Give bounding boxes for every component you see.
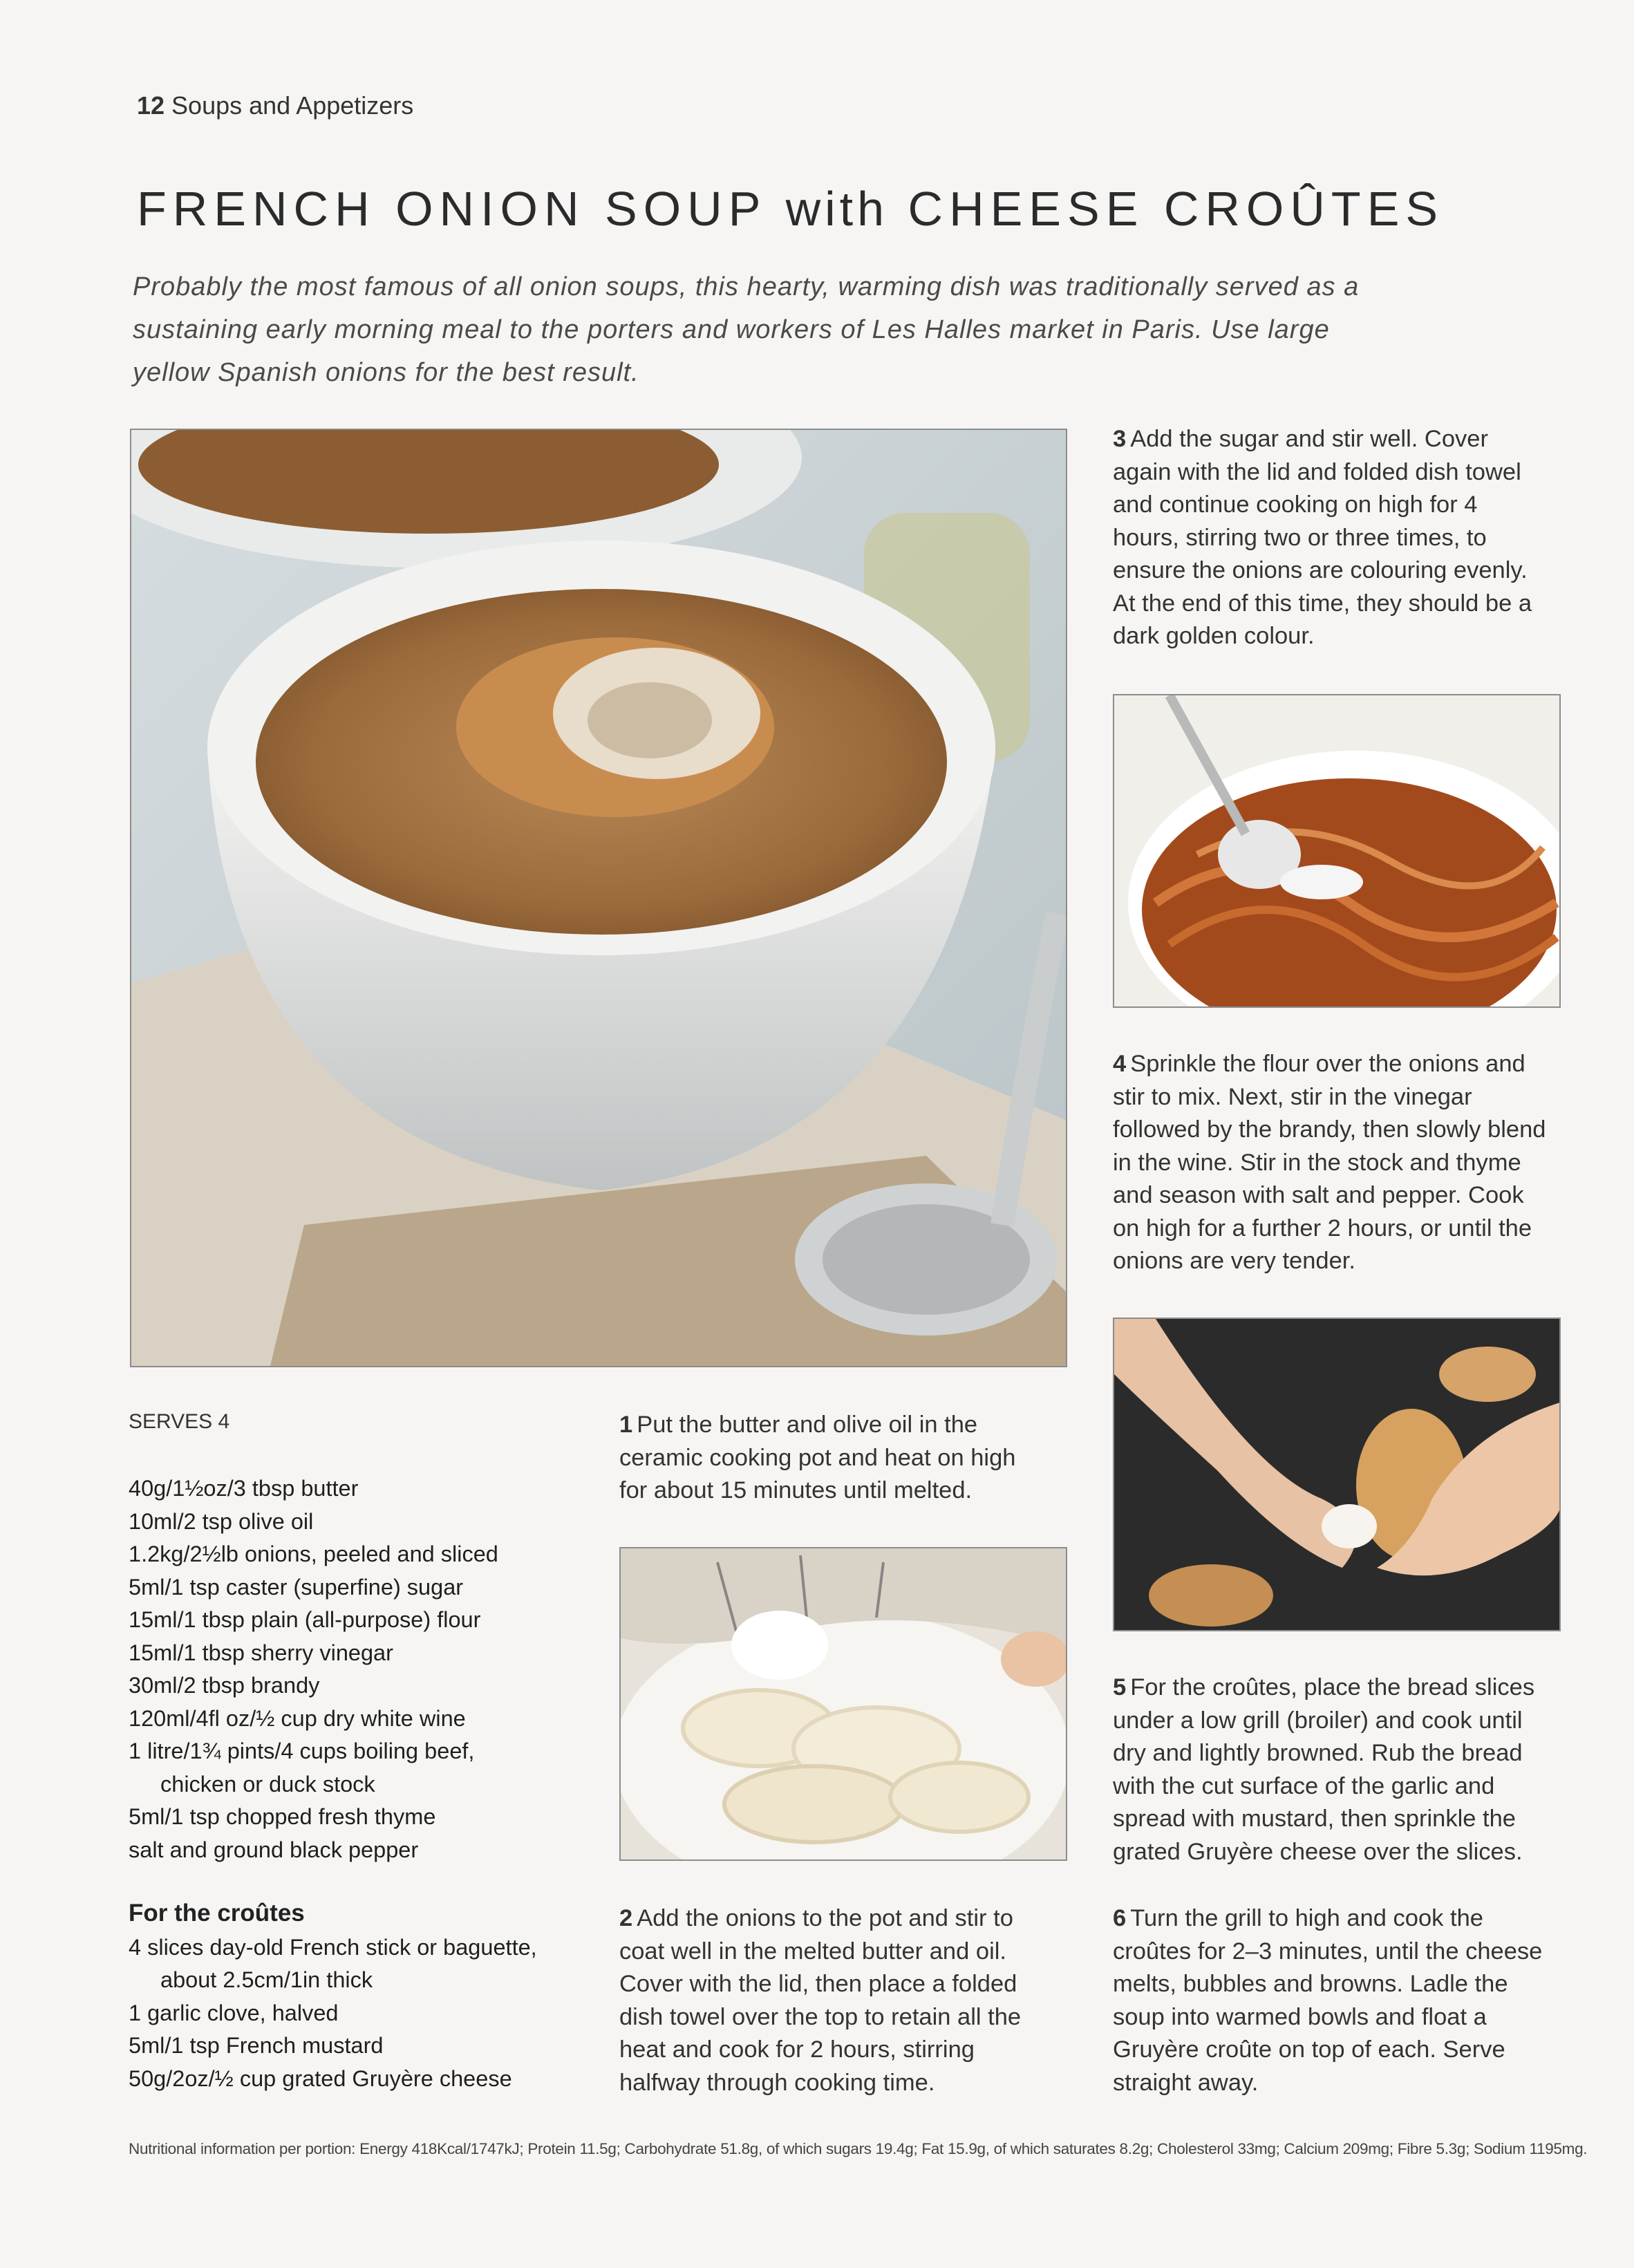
ingredient-item: 15ml/1 tbsp sherry vinegar xyxy=(129,1640,393,1665)
title-part-2: with xyxy=(785,182,889,236)
croutes-item: 50g/2oz/½ cup grated Gruyère cheese xyxy=(129,2065,512,2091)
step-3 xyxy=(1113,423,1548,653)
step-2-number: 2 xyxy=(619,1905,633,1931)
ingredient-item: 1.2kg/2½lb onions, peeled and sliced xyxy=(129,1541,498,1566)
step-5-photo xyxy=(1113,1318,1561,1631)
step-1-number: 1 xyxy=(619,1412,633,1438)
serves-label: SERVES 4 xyxy=(129,1410,230,1433)
step-5-text: For the croûtes, place the bread slices under a low grill (broiler) and cook until dry and lightly browned. Rub the bread with the cut surface of the garlic and spread with mustard, then sprinkle the grated Gruyère cheese over the slices. xyxy=(1113,1674,1535,1865)
ingredient-item: 10ml/2 tsp olive oil xyxy=(129,1508,314,1534)
step-5-number: 5 xyxy=(1113,1674,1127,1700)
croutes-item: 4 slices day-old French stick or baguette, xyxy=(129,1934,537,1960)
page-header xyxy=(137,91,413,120)
croutes-heading: For the croûtes xyxy=(129,1900,305,1927)
step-3-text: Add the sugar and stir well. Cover again with the lid and folded dish towel and continue cooking on high for 4 hours, stirring two or three times, to ensure the onions are colouring evenly. At the end of this time, they should be a dark golden colour. xyxy=(1113,426,1532,649)
step-4-text: Sprinkle the flour over the onions and stir to mix. Next, stir in the vinegar followed by the brandy, then slowly blend in the wine. Stir in the stock and thyme and season with salt and pepper. Cook on high for a further 2 hours, or until the onions are very tender. xyxy=(1113,1051,1546,1274)
step-4 xyxy=(1113,1048,1555,1278)
step-3-number: 3 xyxy=(1113,426,1127,452)
croutes-list xyxy=(129,1897,537,2095)
step-5 xyxy=(1113,1671,1555,1868)
ingredient-item: 30ml/2 tbsp brandy xyxy=(129,1673,320,1698)
step-1 xyxy=(619,1409,1048,1508)
ingredient-item: 120ml/4fl oz/½ cup dry white wine xyxy=(129,1705,466,1731)
step-6-text: Turn the grill to high and cook the croûtes for 2–3 minutes, until the cheese melts, bubbles and browns. Ladle the soup into warmed bowls and float a Gruyère croûte on top of each. Serve straight away. xyxy=(1113,1905,1543,2096)
main-soup-photo xyxy=(130,429,1067,1367)
step-2-text: Add the onions to the pot and stir to coat well in the melted butter and oil. Cover with the lid, then place a folded dish towel over the top to retain all the heat and cook for 2 hours, stirring halfway through cooking time. xyxy=(619,1905,1022,2096)
ingredient-item: 5ml/1 tsp caster (superfine) sugar xyxy=(129,1574,464,1600)
ingredient-item: 15ml/1 tbsp plain (all-purpose) flour xyxy=(129,1607,481,1632)
step-6-number: 6 xyxy=(1113,1905,1127,1931)
ingredient-item: salt and ground black pepper xyxy=(129,1837,419,1862)
recipe-intro: Probably the most famous of all onion soups, this hearty, warming dish was traditionally served as a sustaining early morning meal to the porters and workers of Les Halles market in Paris. Use large yellow Spanish onions for the best result. xyxy=(133,272,1360,387)
title-part-3: CHEESE CROÛTES xyxy=(908,182,1445,236)
step-6 xyxy=(1113,1902,1555,2099)
step-2 xyxy=(619,1902,1062,2099)
recipe-title xyxy=(137,181,1444,236)
croutes-item: 1 garlic clove, halved xyxy=(129,2000,339,2025)
step-4-number: 4 xyxy=(1113,1051,1127,1077)
ingredient-list xyxy=(129,1472,498,1866)
title-part-1: FRENCH ONION SOUP xyxy=(137,182,767,236)
ingredient-item: 1 litre/1¾ pints/4 cups boiling beef, xyxy=(129,1739,475,1763)
step-1-photo xyxy=(619,1547,1067,1861)
ingredient-item: chicken or duck stock xyxy=(160,1771,375,1797)
step-3-photo xyxy=(1113,694,1561,1008)
croutes-item: about 2.5cm/1in thick xyxy=(160,1967,373,1992)
step-1-text: Put the butter and olive oil in the ceramic cooking pot and heat on high for about 15 minutes until melted. xyxy=(619,1412,1016,1503)
page-number: 12 xyxy=(137,91,165,120)
nutrition-info: Nutritional information per portion: Energy 418Kcal/1747kJ; Protein 11.5g; Carbohydrate 51.8g, of which sugars 19.4g; Fat 15.9g, of which saturates 8.2g; Cholesterol 33mg; Calcium 209mg; Fibre 5.3g; Sodium 1195mg. xyxy=(129,2140,1588,2157)
croutes-item: 5ml/1 tsp French mustard xyxy=(129,2033,384,2058)
section-name: Soups and Appetizers xyxy=(171,91,414,120)
ingredient-item: 5ml/1 tsp chopped fresh thyme xyxy=(129,1804,436,1829)
ingredient-item: 40g/1½oz/3 tbsp butter xyxy=(129,1476,359,1501)
